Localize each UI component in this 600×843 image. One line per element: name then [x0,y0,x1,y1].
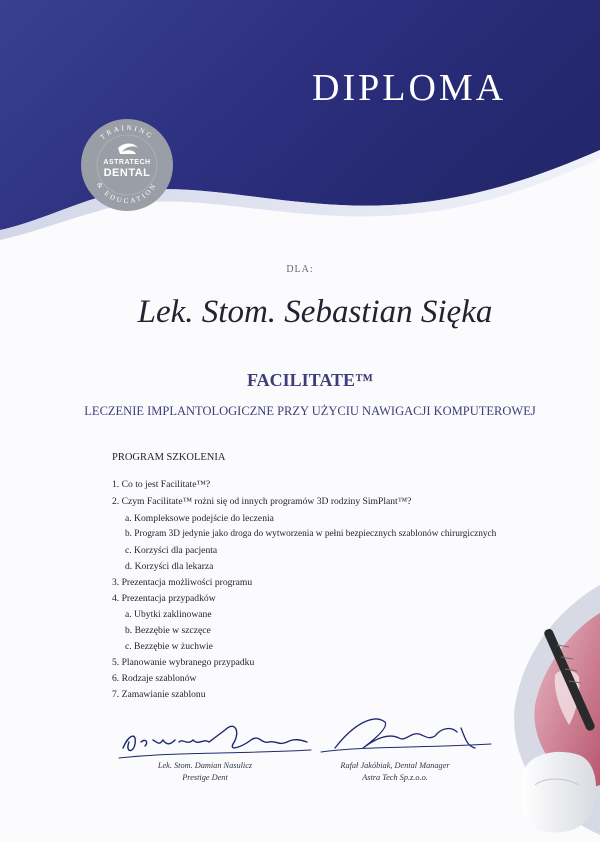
dental-implant-illustration [495,585,600,843]
signature-2-name: Rafał Jakóbiak, Dental Manager [340,761,450,770]
recipient-prefix: DLA: [286,264,314,275]
program-title: PROGRAM SZKOLENIA [112,452,226,463]
program-subitem: b. Program 3D jedynie jako droga do wytworzenia w pełni bezpiecznych szablonów chirurgicznych [125,529,497,539]
signature-1-name: Lek. Stom. Damian Nasulicz [157,761,253,770]
badge-line-1: ASTRATECH [103,159,151,166]
badge-ring-bottom: & EDUCATION [95,180,159,206]
signature-2-ink [315,708,495,760]
program-item: 1. Co to jest Facilitate™? [112,479,211,490]
program-subitem: c. Bezzębie w żuchwie [125,641,213,652]
signature-block-1 [120,760,290,784]
signature-1-ink [115,712,315,762]
program-item: 3. Prezentacja możliwości programu [112,577,253,588]
program-subitem: a. Kompleksowe podejście do leczenia [125,513,274,524]
signature-1-org: Prestige Dent [182,773,228,782]
program-item: 6. Rodzaje szablonów [112,673,197,684]
program-item: 7. Zamawianie szablonu [112,689,206,700]
program-item: 5. Planowanie wybranego przypadku [112,657,255,668]
signature-2-org: Astra Tech Sp.z.o.o. [362,773,428,782]
course-title: FACILITATE™ [246,370,374,390]
recipient-name: Lek. Stom. Sebastian Sięka [137,294,493,330]
astra-tech-badge [80,118,174,212]
program-subitem: b. Bezzębie w szczęce [125,625,211,636]
program-item: 4. Prezentacja przypadków [112,593,216,604]
program-item: 2. Czym Facilitate™ rożni się od innych programów 3D rodziny SimPlant™? [112,496,412,507]
badge-line-2: DENTAL [103,167,151,179]
program-subitem: c. Korzyści dla pacjenta [125,545,218,556]
signature-block-2 [305,760,485,784]
course-subtitle: LECZENIE IMPLANTOLOGICZNE PRZY UŻYCIU NAWIGACJI KOMPUTEROWEJ [84,404,536,418]
program-subitem: d. Korzyści dla lekarza [125,561,214,572]
diploma-title: DIPLOMA [312,67,507,109]
program-subitem: a. Ubytki zaklinowane [125,609,212,620]
badge-ring-top: TRAINING [98,123,156,142]
